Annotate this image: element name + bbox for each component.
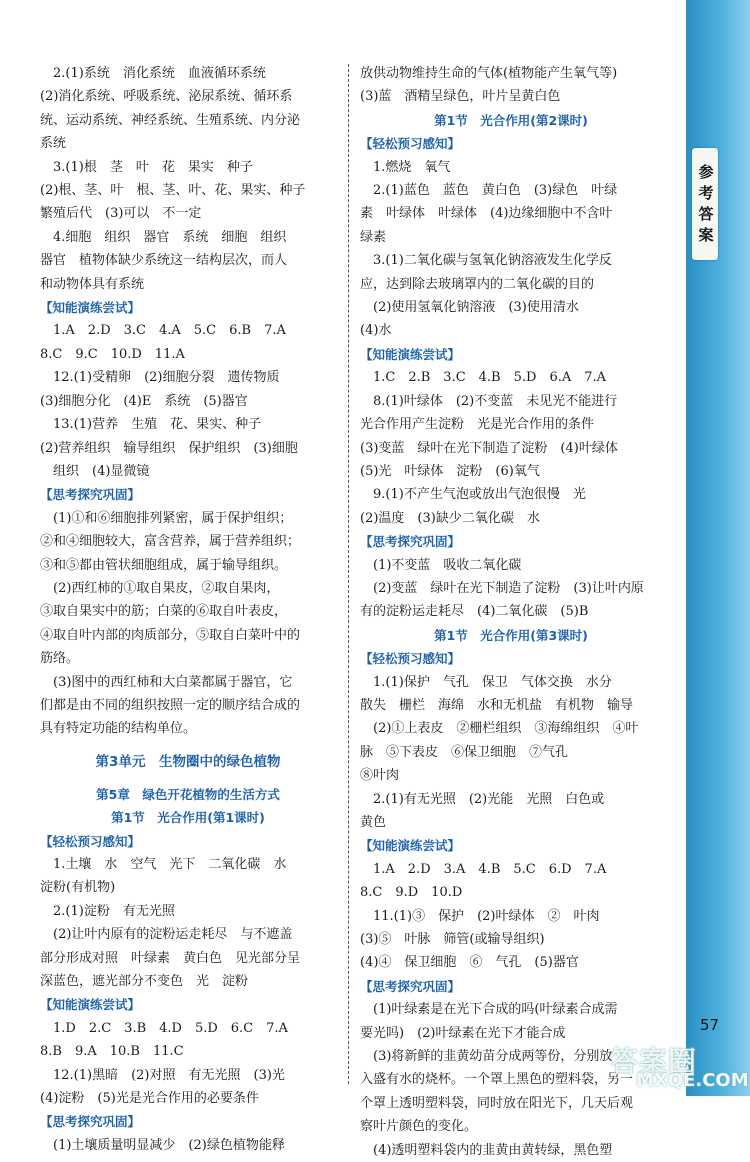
text-line: 组织 (4)显微镜 xyxy=(40,463,150,479)
text-line: (2)温度 (3)缺少二氧化碳 水 xyxy=(360,510,540,526)
text-line: (1)不变蓝 吸收二氧化碳 xyxy=(360,557,522,573)
text-line: ②和④细胞较大，富含营养，属于营养组织； xyxy=(40,534,301,550)
text-line: 1.燃烧 氧气 xyxy=(360,159,451,175)
section-heading: 【知能演练尝试】 xyxy=(360,346,461,362)
section-heading: 【思考探究巩固】 xyxy=(360,978,461,994)
watermark-url: MXQE.COM xyxy=(636,1070,749,1091)
text-line: 1.A 2.D 3.A 4.B 5.C 6.D 7.A xyxy=(360,861,607,877)
chapter-title: 第1节 光合作用(第3课时) xyxy=(434,627,588,643)
text-line: (4)水 xyxy=(360,323,392,339)
text-line: 散失 栅栏 海绵 水和无机盐 有机物 输导 xyxy=(360,697,634,713)
text-line: 应，达到除去玻璃罩内的二氧化碳的目的 xyxy=(360,276,595,292)
answer-tab-label: 参考答案 xyxy=(698,163,714,244)
chapter-title: 第3单元 生物圈中的绿色植物 xyxy=(95,753,281,770)
text-line: 入盛有水的烧杯。一个罩上黑色的塑料袋，另一 xyxy=(360,1072,634,1088)
text-line: 和动物体具有系统 xyxy=(40,276,145,292)
text-line: (3)图中的西红柿和大白菜都属于器官，它 xyxy=(40,674,293,690)
text-line: (3)⑤ 叶脉 筛管(或输导组织) xyxy=(360,932,545,948)
text-line: 8.B 9.A 10.B 11.C xyxy=(40,1044,184,1060)
text-line: 8.(1)叶绿体 (2)不变蓝 未见光不能进行 xyxy=(360,393,618,409)
text-line: 3.(1)二氧化碳与氢氧化钠溶液发生化学反 xyxy=(360,253,612,269)
right-column xyxy=(360,62,662,1162)
text-line: ④取自叶内部的肉质部分，⑤取自白菜叶中的 xyxy=(40,627,301,643)
section-heading: 【思考探究巩固】 xyxy=(40,1114,141,1130)
text-line: 个罩上透明塑料袋，同时放在阳光下，几天后观 xyxy=(360,1095,634,1111)
text-line: 13.(1)营养 生殖 花、果实、种子 xyxy=(40,417,262,433)
text-line: (2)西红柿的①取自果皮，②取自果肉， xyxy=(40,580,280,596)
text-line: (1)①和⑥细胞排列紧密，属于保护组织； xyxy=(40,510,293,526)
text-line: 有的淀粉运走耗尽 (4)二氧化碳 (5)B xyxy=(360,604,589,620)
text-line: (3)细胞分化 (4)E 系统 (5)器官 xyxy=(40,393,248,409)
text-line: 们都是由不同的组织按照一定的顺序结合成的 xyxy=(40,697,301,713)
text-line: 部分形成对照 叶绿素 黄白色 见光部分呈 xyxy=(40,950,301,966)
text-line: (3)变蓝 绿叶在光下制造了淀粉 (4)叶绿体 xyxy=(360,440,618,456)
text-line: 2.(1)蓝色 蓝色 黄白色 (3)绿色 叶绿 xyxy=(360,183,618,199)
text-line: 放供动物维持生命的气体(植物能产生氧气等) xyxy=(360,66,618,81)
text-line: ⑧叶肉 xyxy=(360,768,400,784)
text-line: 素 叶绿体 叶绿体 (4)边缘细胞中不含叶 xyxy=(360,206,613,222)
text-line: 脉 ⑤下表皮 ⑥保卫细胞 ⑦气孔 xyxy=(360,744,569,760)
text-line: 9.(1)不产生气泡或放出气泡很慢 光 xyxy=(360,487,586,503)
text-line: (3)蓝 酒精呈绿色，叶片呈黄白色 xyxy=(360,89,561,105)
text-line: 12.(1)黑暗 (2)对照 有无光照 (3)光 xyxy=(40,1067,285,1083)
text-line: 1.A 2.D 3.C 4.A 5.C 6.B 7.A xyxy=(40,323,286,339)
section-heading: 【轻松预习感知】 xyxy=(360,651,461,667)
text-line: (3)将新鲜的韭黄幼苗分成两等份，分别放 xyxy=(360,1049,613,1065)
text-line: (2)营养组织 输导组织 保护组织 (3)细胞 xyxy=(40,440,298,456)
text-line: 12.(1)受精卵 (2)细胞分裂 遗传物质 xyxy=(40,370,280,386)
text-line: 1.土壤 水 空气 光下 二氧化碳 水 xyxy=(40,857,287,872)
section-heading: 【知能演练尝试】 xyxy=(360,838,461,854)
text-line: 1.(1)保护 气孔 保卫 气体交换 水分 xyxy=(360,674,612,690)
column-divider xyxy=(348,64,349,1084)
text-line: ③和⑤都由管状细胞组成，属于输导组织。 xyxy=(40,557,288,573)
text-line: 绿素 xyxy=(360,229,387,245)
text-line: (2)使用氢氧化钠溶液 (3)使用清水 xyxy=(360,300,579,316)
text-line: 统、运动系统、神经系统、生殖系统、内分泌 xyxy=(40,112,301,128)
text-line: 1.C 2.B 3.C 4.B 5.D 6.A 7.A xyxy=(360,370,607,386)
text-line: (2)让叶内原有的淀粉运走耗尽 与不遮盖 xyxy=(40,927,293,943)
chapter-title: 第1节 光合作用(第1课时) xyxy=(111,810,265,826)
chapter-title: 第5章 绿色开花植物的生活方式 xyxy=(96,786,280,802)
text-line: (4)淀粉 (5)光是光合作用的必要条件 xyxy=(40,1091,259,1107)
text-line: 器官 植物体缺少系统这一结构层次，而人 xyxy=(40,253,288,269)
text-line: 11.(1)③ 保护 (2)叶绿体 ② 叶肉 xyxy=(360,908,600,924)
text-line: 3.(1)根 茎 叶 花 果实 种子 xyxy=(40,159,253,175)
page-number: 57 xyxy=(700,1016,720,1034)
text-line: 淀粉(有机物) xyxy=(40,880,116,896)
text-line: 筋络。 xyxy=(40,651,80,667)
section-heading: 【思考探究巩固】 xyxy=(40,487,141,503)
section-heading: 【知能演练尝试】 xyxy=(40,997,141,1013)
section-heading: 【轻松预习感知】 xyxy=(40,833,141,849)
text-line: 察叶片颜色的变化。 xyxy=(360,1119,478,1135)
text-line: 繁殖后代 (3)可以 不一定 xyxy=(40,206,202,222)
chapter-title: 第1节 光合作用(第2课时) xyxy=(434,112,588,128)
text-line: (1)土壤质量明显减少 (2)绿色植物能释 xyxy=(40,1137,285,1153)
section-heading: 【思考探究巩固】 xyxy=(360,534,461,550)
text-line: (2)①上表皮 ②栅栏组织 ③海绵组织 ④叶 xyxy=(360,721,639,737)
text-line: 要光吗) (2)叶绿素在光下才能合成 xyxy=(360,1025,566,1041)
text-line: (5)光 叶绿体 淀粉 (6)氧气 xyxy=(360,463,540,479)
text-line: 系统 xyxy=(40,136,67,152)
text-line: 1.D 2.C 3.B 4.D 5.D 6.C 7.A xyxy=(40,1020,288,1036)
text-line: 4.细胞 组织 器官 系统 细胞 组织 xyxy=(40,229,287,245)
text-line: ③取自果实中的筋；白菜的⑥取自叶表皮， xyxy=(40,604,288,620)
text-line: 2.(1)有无光照 (2)光能 光照 白色或 xyxy=(360,791,605,807)
text-line: 深蓝色，遮光部分不变色 光 淀粉 xyxy=(40,974,249,990)
text-line: 2.(1)系统 消化系统 血液循环系统 xyxy=(40,66,266,81)
text-line: (4)④ 保卫细胞 ⑥ 气孔 (5)器官 xyxy=(360,955,579,971)
text-line: 黄色 xyxy=(360,815,387,830)
watermark-logo: 答案圈 xyxy=(610,1045,698,1078)
text-line: 光合作用产生淀粉 光是光合作用的条件 xyxy=(360,417,595,433)
text-line: (2)根、茎、叶 根、茎、叶、花、果实、种子 xyxy=(40,183,306,199)
text-line: 8.C 9.C 10.D 11.A xyxy=(40,346,185,362)
text-line: 2.(1)淀粉 有无光照 xyxy=(40,903,175,919)
text-line: (1)叶绿素是在光下合成的吗(叶绿素合成需 xyxy=(360,1002,618,1018)
text-line: (2)消化系统、呼吸系统、泌尿系统、循环系 xyxy=(40,89,293,105)
text-line: (4)透明塑料袋内的韭黄由黄转绿，黑色塑 xyxy=(360,1142,613,1158)
text-line: 8.C 9.D 10.D xyxy=(360,885,463,901)
text-line: 具有特定功能的结构单位。 xyxy=(40,721,197,737)
left-column xyxy=(40,62,336,1157)
section-heading: 【轻松预习感知】 xyxy=(360,136,461,152)
section-heading: 【知能演练尝试】 xyxy=(40,300,141,316)
text-line: (2)变蓝 绿叶在光下制造了淀粉 (3)让叶内原 xyxy=(360,580,644,596)
